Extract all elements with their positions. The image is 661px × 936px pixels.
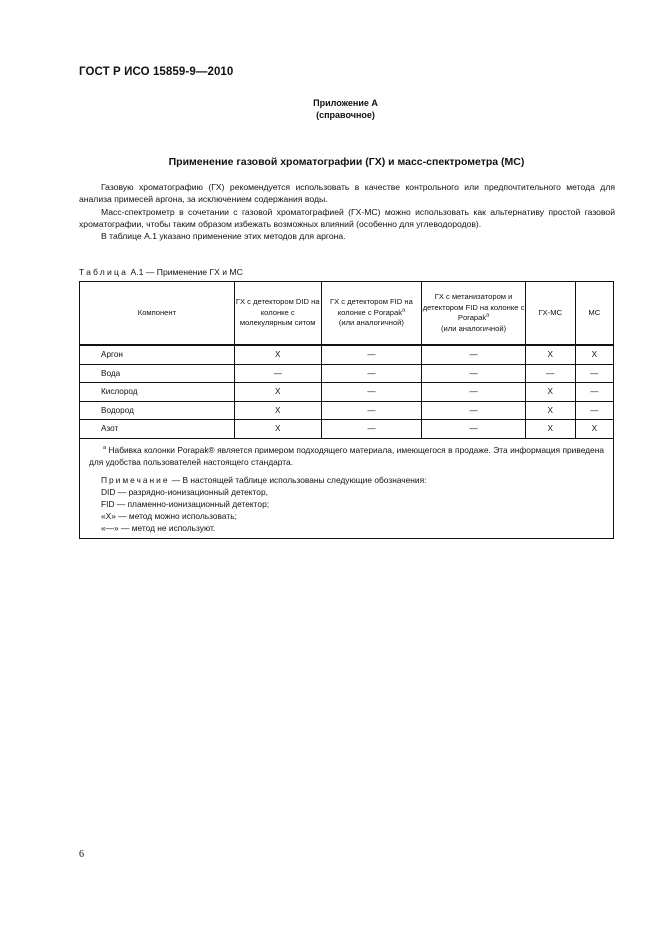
table-cell: X bbox=[234, 401, 321, 420]
table-cell: — bbox=[422, 420, 526, 439]
table-row bbox=[80, 420, 613, 439]
table-cell: X bbox=[525, 420, 575, 439]
table-cell: X bbox=[234, 345, 321, 364]
table-caption bbox=[79, 267, 243, 277]
table-cell: — bbox=[525, 364, 575, 383]
component-name: Вода bbox=[80, 364, 234, 383]
component-name: Кислород bbox=[80, 383, 234, 402]
note-line: FID — пламенно-ионизационный детектор; bbox=[101, 498, 270, 509]
table-footnote: $^a$ Набивка колонки Porapak® является примером подходящего материала, имеющегося в продаже. Эта информация приведена для удобства пользователей настоящего стандарта. bbox=[89, 444, 605, 467]
annex-heading bbox=[0, 97, 661, 121]
note-intro: — В настоящей таблице использованы следующие обозначения: bbox=[169, 474, 427, 485]
table-cell: — bbox=[321, 364, 422, 383]
table-cell: — bbox=[422, 345, 526, 364]
table-cell: X bbox=[234, 383, 321, 402]
header-gc-did: ГХ с детектором DID на колонке с молекулярным ситом bbox=[234, 282, 321, 345]
header-ms: МС bbox=[575, 282, 613, 345]
table-notes bbox=[80, 439, 613, 538]
table-cell: X bbox=[575, 345, 613, 364]
note-line: «X» — метод можно использовать; bbox=[101, 510, 237, 521]
table-row bbox=[80, 401, 613, 420]
table-cell: — bbox=[422, 383, 526, 402]
section-title: Применение газовой хроматографии (ГХ) и масс-спектрометра (МС) bbox=[168, 156, 525, 168]
header-gc-ms: ГХ-МС bbox=[525, 282, 575, 345]
table-cell: X bbox=[575, 420, 613, 439]
table-cell: X bbox=[525, 345, 575, 364]
table-caption-text: А.1 — Применение ГХ и МС bbox=[128, 267, 243, 277]
note-label: Примечание bbox=[101, 474, 170, 485]
table-cell: — bbox=[321, 345, 422, 364]
paragraph: Масс-спектрометр в сочетании с газовой хроматографией (ГХ-МС) можно использовать как альтернативу простой газовой хроматографии, чтобы таким образом избежать возможных влияний (особенно для углеводородов). bbox=[79, 206, 615, 229]
header-component: Компонент bbox=[80, 282, 234, 345]
table-cell: X bbox=[525, 401, 575, 420]
table-row bbox=[80, 383, 613, 402]
table-cell: — bbox=[234, 364, 321, 383]
table-cell: — bbox=[321, 383, 422, 402]
table-cell: X bbox=[525, 383, 575, 402]
note-heading bbox=[101, 474, 604, 486]
header-gc-methanizer: ГХ с метанизатором и детектором FID на колонке с Porapak$^a$ (или аналогичной) bbox=[422, 282, 526, 345]
note-block bbox=[89, 474, 604, 534]
note-line: DID — разрядно-ионизационный детектор, bbox=[101, 486, 268, 497]
paragraph: В таблице А.1 указано применение этих методов для аргона. bbox=[101, 231, 346, 242]
body-text bbox=[79, 181, 615, 242]
table-cell: — bbox=[575, 364, 613, 383]
table-cell: — bbox=[422, 364, 526, 383]
table-cell: — bbox=[321, 401, 422, 420]
page-number: 6 bbox=[79, 849, 84, 860]
document-header: ГОСТ Р ИСО 15859-9—2010 bbox=[79, 66, 234, 78]
annex-type: (справочное) bbox=[316, 110, 375, 120]
table-header-row bbox=[80, 282, 613, 345]
table-cell: — bbox=[321, 420, 422, 439]
table-row bbox=[80, 364, 613, 383]
table-cell: — bbox=[575, 383, 613, 402]
table-cell: — bbox=[575, 401, 613, 420]
annex-title: Приложение А bbox=[313, 98, 378, 108]
component-name: Водород bbox=[80, 401, 234, 420]
component-name: Аргон bbox=[80, 345, 234, 364]
table-caption-prefix: Таблица bbox=[79, 267, 129, 277]
note-line: «—» — метод не используют. bbox=[101, 522, 216, 533]
paragraph: Газовую хроматографию (ГХ) рекомендуется использовать в качестве контрольного или предпочтительного метода для анализа примесей аргона, за исключением содержания воды. bbox=[79, 182, 615, 205]
footnote-mark: a bbox=[103, 444, 107, 451]
table-cell: — bbox=[422, 401, 526, 420]
header-gc-fid: ГХ с детектором FID на колонке с Porapak$^a$ (или аналогичной) bbox=[321, 282, 422, 345]
table-cell: X bbox=[234, 420, 321, 439]
methods-table bbox=[79, 281, 614, 539]
component-name: Азот bbox=[80, 420, 234, 439]
table-row bbox=[80, 345, 613, 364]
